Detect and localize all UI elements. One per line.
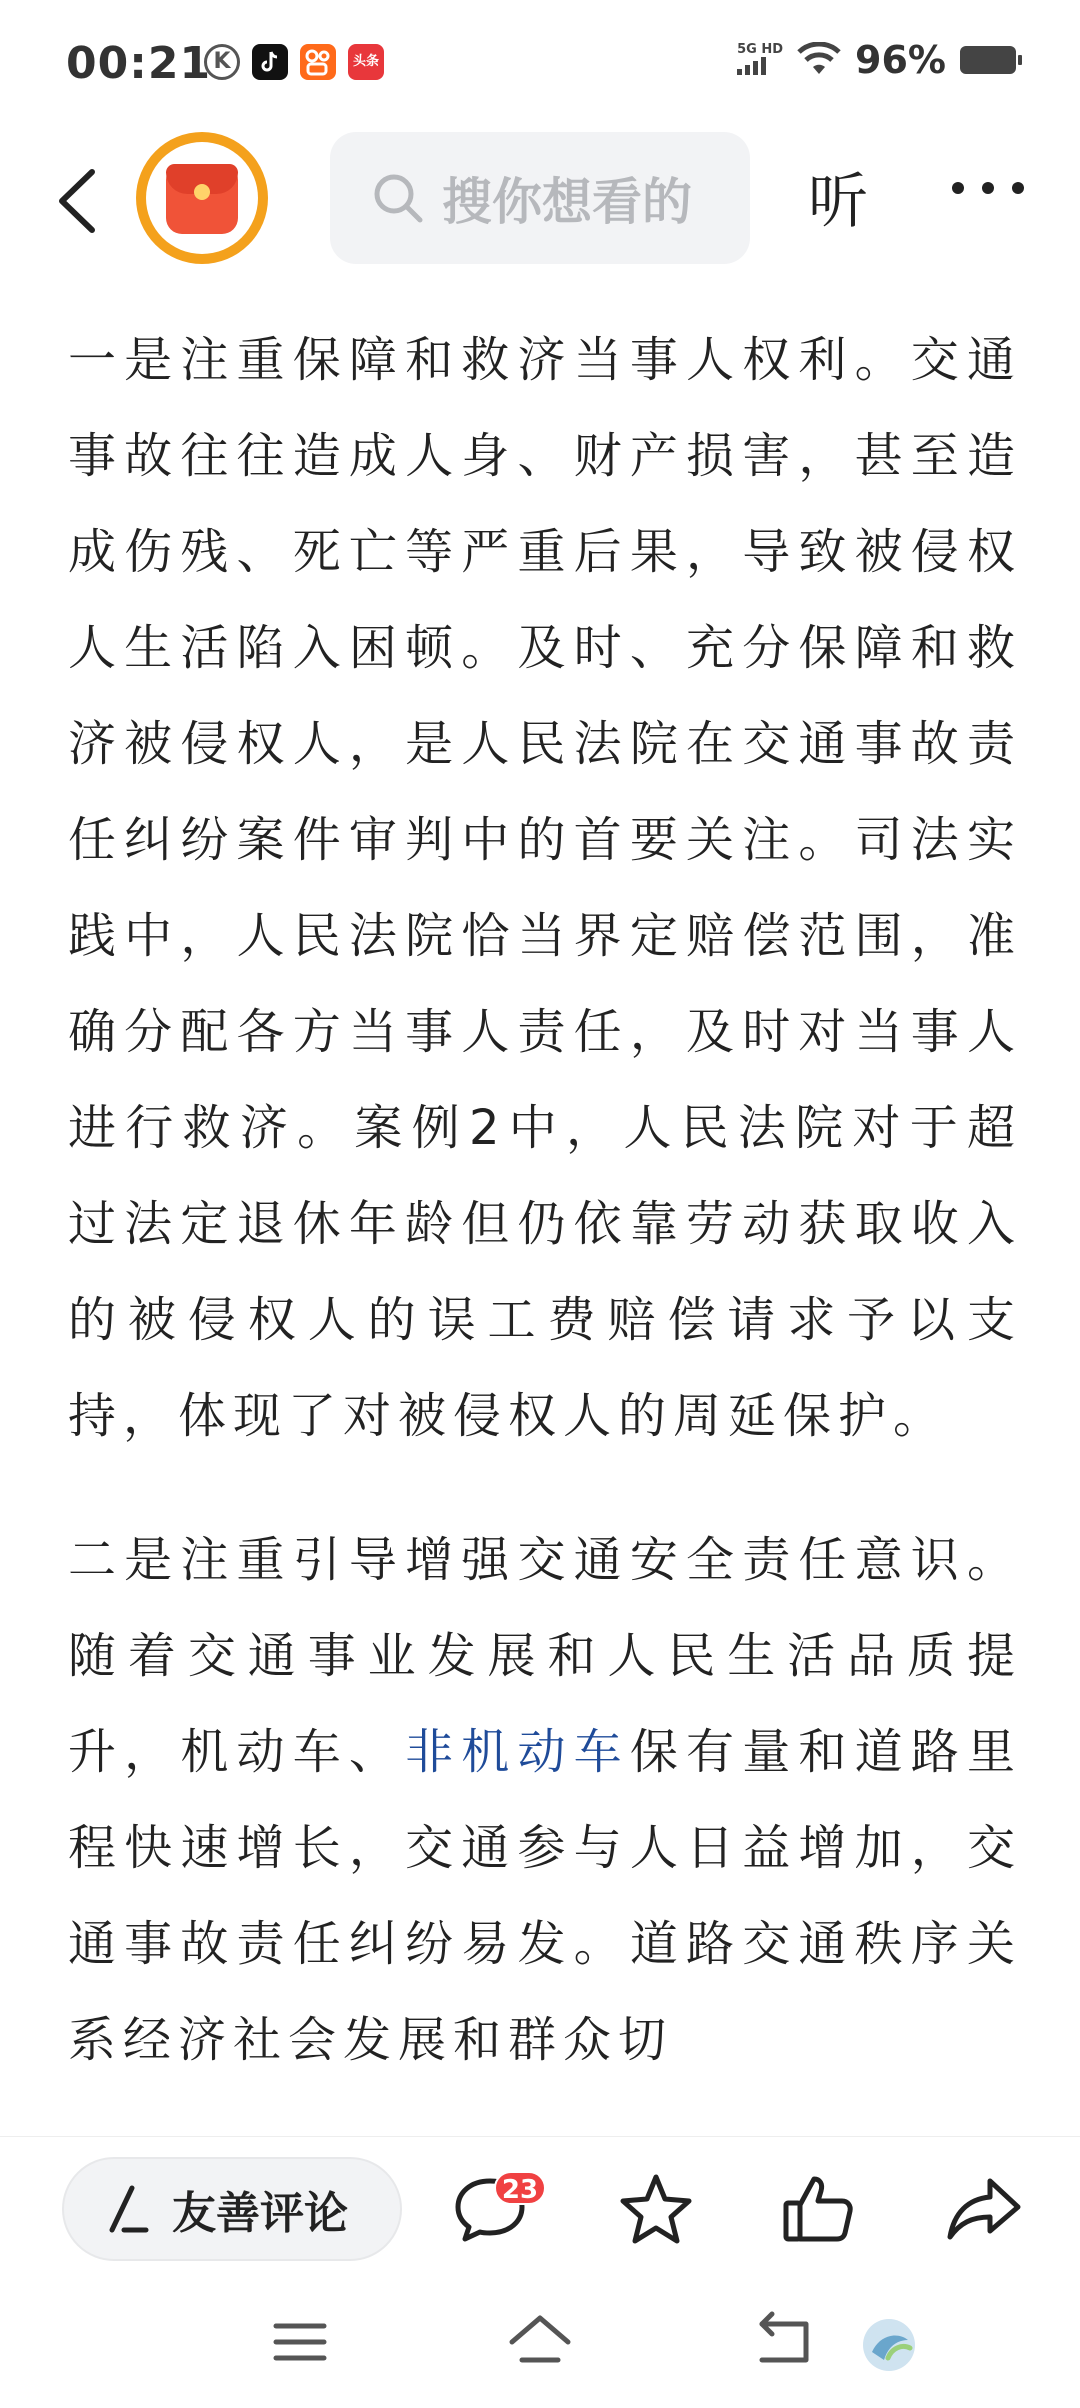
k-icon: K [204,44,240,80]
network-indicator [737,43,783,78]
article-paragraph [68,1512,1022,2088]
search-icon [372,172,424,224]
article-paragraph: 一是注重保障和救济当事人权利。交通事故往往造成人身、财产损害，甚至造成伤残、死亡等严重后果，导致被侵权人生活陷入困顿。及时、充分保障和救济被侵权人，是人民法院在交通事故责任纠纷案件审判中的首要关注。司法实践中，人民法院恰当界定赔偿范围，准确分配各方当事人责任，及时对当事人进行救济。案例2中，人民法院对于超过法定退休年龄但仍依靠劳动获取收入的被侵权人的误工费赔偿请求予以支持，体现了对被侵权人的周延保护。 [68,332,1022,1444]
favorite-star-icon[interactable] [614,2167,698,2251]
back-nav-icon[interactable] [748,2306,820,2378]
battery-icon [960,46,1016,74]
like-thumb-icon[interactable] [776,2167,860,2251]
bottom-action-bar [0,2136,1080,2269]
home-icon[interactable] [504,2306,576,2378]
more-button[interactable] [952,182,1024,202]
back-button[interactable] [52,166,112,236]
pen-icon [104,2184,150,2234]
tiktok-icon [252,44,288,80]
status-time: 00:21 [66,38,212,89]
comment-input-button[interactable] [62,2157,402,2261]
search-placeholder: 搜你想看的 [442,173,692,231]
network-label: 5G HD [737,41,784,57]
signal-icon [737,57,771,75]
red-packet-button[interactable] [136,132,268,264]
back-arrow-icon [52,166,112,236]
top-header [0,120,1080,270]
menu-icon[interactable] [264,2306,336,2378]
wifi-icon [797,42,841,78]
comment-label: 友善评论 [172,2188,348,2239]
article-text: 保有量和道路里程快速增长，交通参与人日益增加，交通事故责任纠纷易发。道路交通秩序关系经济社会发展和群众切 [68,1724,1022,2068]
comment-count-badge: 23 [494,2171,546,2205]
system-nav-bar [0,2268,1080,2408]
toutiao-icon: 头条 [348,44,384,80]
kuaishou-icon [300,44,336,80]
floating-assistant-icon[interactable] [858,2314,920,2376]
search-input[interactable] [330,132,750,264]
status-right [737,36,1016,84]
battery-percent: 96% [855,38,946,82]
article-body [68,312,1022,2134]
more-icon [952,182,964,194]
status-bar [0,0,1080,120]
share-icon[interactable] [942,2167,1026,2251]
listen-button[interactable]: 听 [808,167,868,237]
keyword-link[interactable]: 非机动车 [405,1724,630,1780]
article-text: 二是注重引导增强交通安全责任意识。随着交通事业发展和人民生活品质提升，机动车、 [68,1532,1022,1780]
